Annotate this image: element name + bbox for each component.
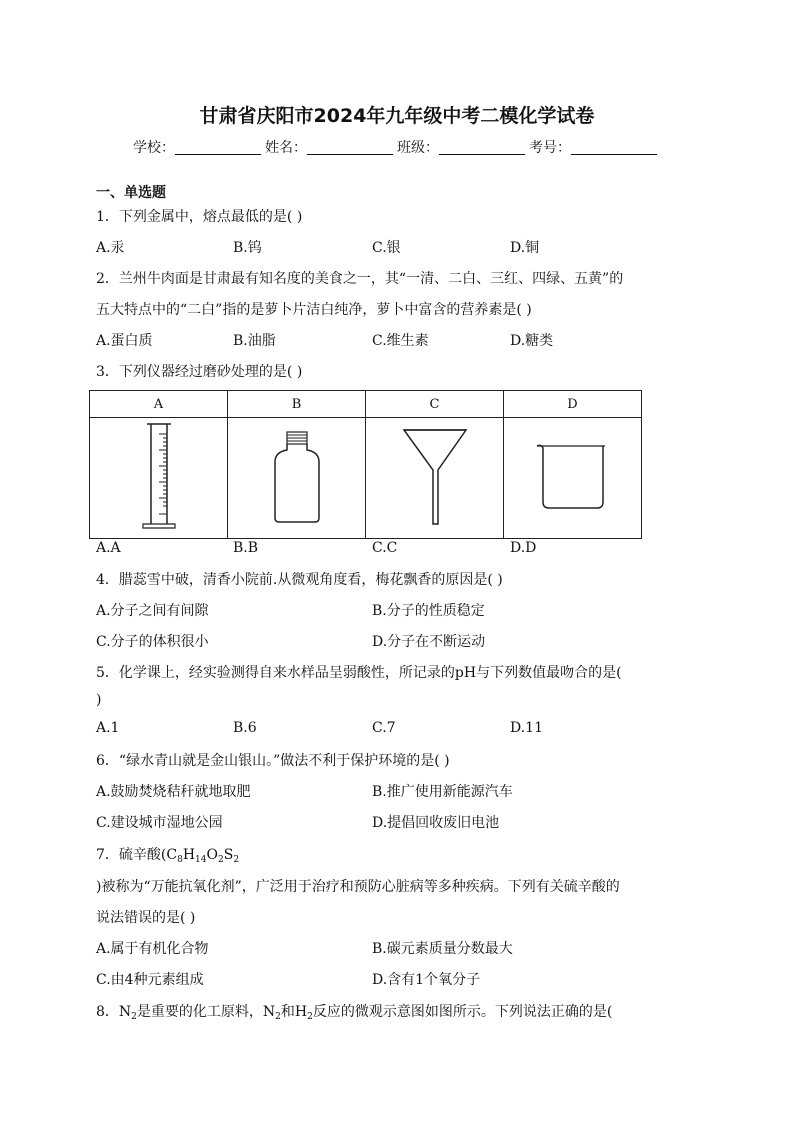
funnel-icon (400, 424, 470, 528)
class-label: 班级： (397, 140, 439, 156)
q5-option-c: C.7 (372, 720, 396, 736)
name-blank (307, 140, 393, 155)
q7-option-d: D.含有1个氧分子 (372, 972, 481, 988)
q5-option-a: A.1 (96, 720, 120, 736)
question-4: 4．腊蕊雪中破，清香小院前.从微观角度看，梅花飘香的原因是( ) (96, 572, 503, 588)
q1-option-c: C.银 (372, 240, 401, 256)
q6-option-b: B.推广使用新能源汽车 (372, 784, 513, 800)
q7-option-b: B.碳元素质量分数最大 (372, 941, 513, 957)
class-blank (439, 140, 525, 155)
q6-option-a: A.鼓励焚烧秸秆就地取肥 (96, 784, 251, 800)
question-6: 6．“绿水青山就是金山银山。”做法不利于保护环境的是( ) (96, 753, 450, 769)
q2-option-b: B.油脂 (233, 333, 276, 349)
graduated-cylinder-cell (90, 418, 228, 539)
question-7-line-3: 说法错误的是( ) (96, 910, 196, 926)
name-label: 姓名： (265, 140, 307, 156)
q4-option-d: D.分子在不断运动 (372, 634, 486, 650)
question-5-line-1: 5．化学课上，经实验测得自来水样品呈弱酸性，所记录的pH与下列数值最吻合的是( (96, 665, 622, 681)
q4-option-a: A.分子之间有间隙 (96, 603, 209, 619)
q1-option-d: D.铜 (510, 240, 540, 256)
q3-option-b: B.B (233, 540, 259, 556)
question-5-line-2: ) (96, 692, 102, 708)
apparatus-table (89, 390, 642, 539)
beaker-cell (504, 418, 642, 539)
beaker-icon (533, 436, 613, 516)
question-2-line-2: 五大特点中的“二白”指的是萝卜片洁白纯净，萝卜中富含的营养素是( ) (96, 302, 532, 318)
q5-option-d: D.11 (510, 720, 543, 736)
q6-option-d: D.提倡回收废旧电池 (372, 815, 500, 831)
reagent-bottle-icon (267, 426, 327, 526)
q7-option-c: C.由4种元素组成 (96, 972, 204, 988)
question-7-line-1 (96, 844, 239, 864)
q1-option-b: B.钨 (233, 240, 262, 256)
q3-option-c: C.C (372, 540, 398, 556)
q7-formula: $C_8H_{14}O_2S_2$ (166, 847, 240, 865)
q4-option-b: B.分子的性质稳定 (372, 603, 485, 619)
number-blank (571, 140, 657, 155)
section-heading: 一、单选题 (96, 185, 166, 201)
q4-option-c: C.分子的体积很小 (96, 634, 209, 650)
q7-prefix: 7．硫辛酸( (96, 847, 167, 863)
q3-option-a: A.A (96, 540, 121, 556)
graduated-cylinder-icon (129, 420, 189, 532)
student-info-line (0, 137, 794, 157)
question-2-line-1: 2．兰州牛肉面是甘肃最有知名度的美食之一，其“一清、二白、三红、四绿、五黄”的 (96, 271, 624, 287)
q6-option-c: C.建设城市湿地公园 (96, 815, 223, 831)
reagent-bottle-cell (228, 418, 366, 539)
q7-option-a: A.属于有机化合物 (96, 941, 209, 957)
table-header-d: D (504, 391, 642, 418)
page-title: 甘肃省庆阳市2024年九年级中考二模化学试卷 (199, 105, 595, 127)
q5-option-b: B.6 (233, 720, 257, 736)
q2-option-d: D.糖类 (510, 333, 554, 349)
q2-option-c: C.维生素 (372, 333, 429, 349)
question-7-line-2: )被称为“万能抗氧化剂”，广泛用于治疗和预防心脏病等多种疾病。下列有关硫辛酸的 (96, 879, 620, 895)
q1-option-a: A.汞 (96, 240, 125, 256)
q2-option-a: A.蛋白质 (96, 333, 153, 349)
table-header-a: A (90, 391, 228, 418)
question-1: 1．下列金属中，熔点最低的是( ) (96, 209, 303, 225)
q3-option-d: D.D (510, 540, 537, 556)
table-header-c: C (366, 391, 504, 418)
question-8: 8．$N_2$是重要的化工原料，$N_2$和$H_2$反应的微观示意图如图所示。下列说法正确的是( (96, 1004, 613, 1022)
funnel-cell (366, 418, 504, 539)
school-label: 学校： (133, 140, 175, 156)
table-header-b: B (228, 391, 366, 418)
number-label: 考号： (529, 140, 571, 156)
question-3: 3．下列仪器经过磨砂处理的是( ) (96, 364, 303, 380)
school-blank (175, 140, 261, 155)
